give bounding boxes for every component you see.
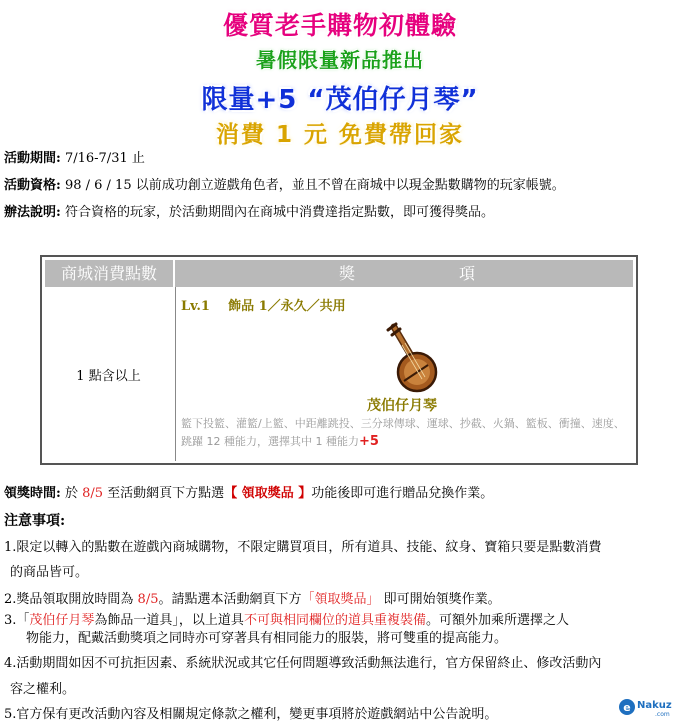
logo-mark-letter: e xyxy=(623,701,631,714)
claim-label: 領獎時間: xyxy=(4,486,61,501)
qualification-label: 活動資格: xyxy=(4,178,61,193)
note-3-warning: 不可與相同欄位的道具重複裝備 xyxy=(243,613,426,628)
points-value: 1 點含以上 xyxy=(76,368,141,384)
description-line xyxy=(4,204,494,222)
item-bonus: +5 xyxy=(358,434,379,449)
promo-headline: 限量+5 “茂伯仔月琴” xyxy=(201,85,479,115)
qualification-value: 98 / 6 / 15 以前成功創立遊戲角色者，並且不曾在商城中以現金點數購物的玩家帳號。 xyxy=(64,178,565,193)
points-cell xyxy=(42,287,175,461)
claim-button-ref: 【 領取獎品 】 xyxy=(224,486,312,501)
period-value: 7/16-7/31 止 xyxy=(64,151,145,166)
item-description-text: 籃下投籃、灌籃/上籃、中距離跳投、三分球傳球、運球、抄截、火鍋、籃板、衝撞、速度、跳躍 12 種能力，選擇其中 1 種能力 xyxy=(181,417,625,448)
claim-line xyxy=(4,485,493,503)
note-3-line-1 xyxy=(4,612,569,630)
note-1-line-2: 的商品皆可。 xyxy=(10,565,89,580)
note-3-pre: 3.「 xyxy=(4,613,30,628)
page-title: 優質老手購物初體驗 xyxy=(222,11,457,40)
item-level: Lv.1 xyxy=(181,299,210,314)
claim-post: 功能後即可進行贈品兌換作業。 xyxy=(311,486,494,501)
note-2-button-ref: 「領取獎品」 xyxy=(301,592,380,607)
table-header xyxy=(45,260,633,287)
note-1-line-1: 1.限定以轉入的點數在遊戲內商城購物，不限定購買項目，所有道具、技能、紋身、寶箱只要是點數消費 xyxy=(4,540,602,555)
notes-heading: 注意事項: xyxy=(4,513,66,529)
points-column-header: 商城消費點數 xyxy=(45,260,175,287)
note-2-mid: 。請點選本活動網頁下方 xyxy=(158,592,302,607)
note-3-a: 為飾品一道具」，以上道具 xyxy=(94,613,244,628)
item-name: 茂伯仔月琴 xyxy=(367,398,437,414)
note-4-line-1: 4.活動期間如因不可抗拒因素、系統狀況或其它任何問題導致活動無法進行，官方保留終止、修改活動內 xyxy=(4,656,602,671)
note-2 xyxy=(4,591,501,609)
description-value: 符合資格的玩家，於活動期間內在商城中消費達指定點數，即可獲得獎品。 xyxy=(64,205,494,220)
promo-tagline: 消費 1 元 免費帶回家 xyxy=(215,122,465,148)
logo-sub: .com xyxy=(655,711,670,718)
description-label: 辦法說明: xyxy=(4,205,61,220)
note-2-post: 即可開始領獎作業。 xyxy=(383,592,501,607)
item-description xyxy=(181,415,635,451)
moon-lute-icon xyxy=(380,321,440,393)
claim-pre: 於 xyxy=(64,486,78,501)
reward-header-char-b: 項 xyxy=(459,264,476,283)
period-label: 活動期間: xyxy=(4,151,61,166)
column-divider xyxy=(175,287,176,461)
note-4-line-2: 容之權利。 xyxy=(10,682,76,697)
note-3-item: 茂伯仔月琴 xyxy=(29,613,95,628)
note-2-date: 8/5 xyxy=(137,592,159,607)
reward-column-header xyxy=(177,260,633,287)
note-5: 5.官方保有更改活動內容及相關規定條款之權利，變更事項將於遊戲網站中公告說明。 xyxy=(4,707,498,722)
period-line xyxy=(4,150,145,168)
note-3-b: 。可額外加乘所選擇之人 xyxy=(425,613,569,628)
qualification-line xyxy=(4,177,565,195)
item-level-line xyxy=(181,295,346,314)
logo-text: Nakuz xyxy=(637,700,672,711)
item-info: 飾品 1／永久／共用 xyxy=(228,299,346,314)
page-subtitle: 暑假限量新品推出 xyxy=(256,48,424,72)
claim-date: 8/5 xyxy=(82,486,104,501)
site-logo xyxy=(618,696,678,718)
reward-header-char-a: 獎 xyxy=(339,264,356,283)
note-3-line-2: 物能力，配戴活動獎項之同時亦可穿著具有相同能力的服裝，將可雙重的提高能力。 xyxy=(26,631,508,646)
claim-mid: 至活動網頁下方點選 xyxy=(107,486,225,501)
reward-table xyxy=(40,255,638,465)
note-2-pre: 2.獎品領取開放時間為 xyxy=(4,592,134,607)
